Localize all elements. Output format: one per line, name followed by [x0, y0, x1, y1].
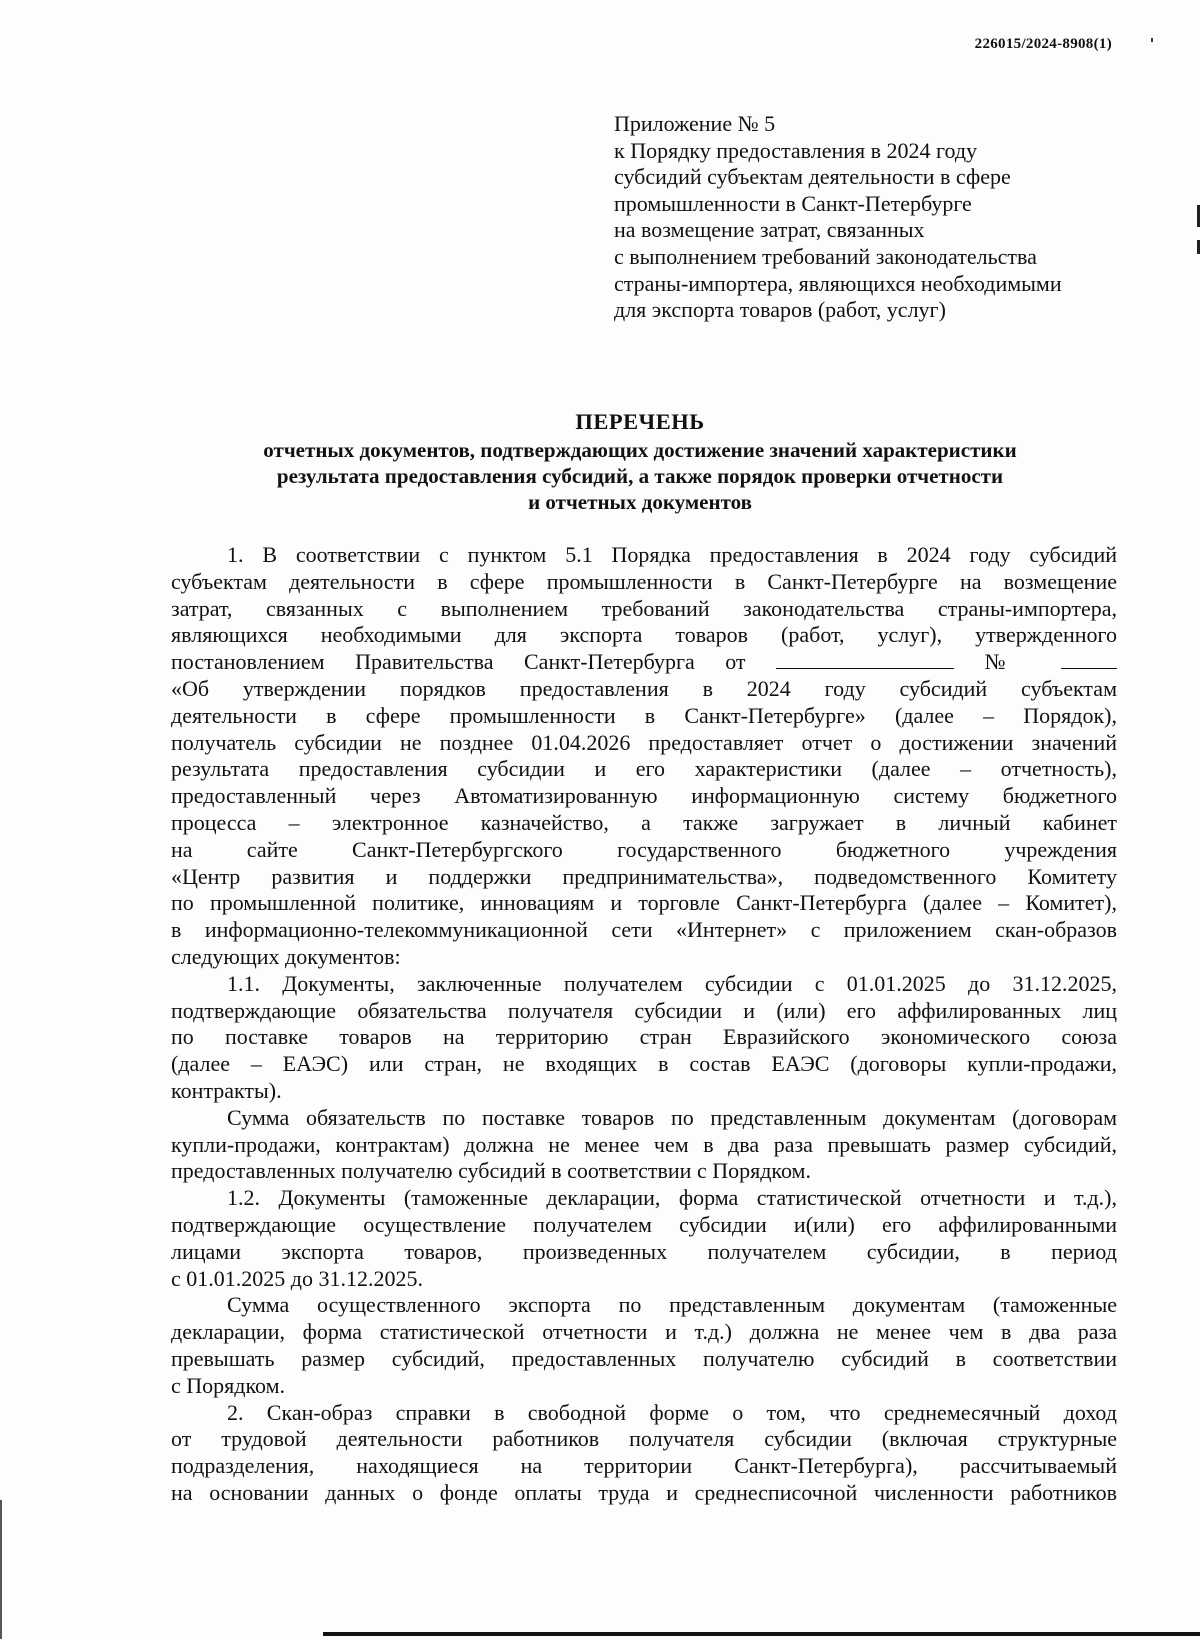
body-line: в информационно-телекоммуникационной сети «Интернет» с приложением скан-образов	[171, 917, 1117, 943]
body-line: «Об утверждении порядков предоставления в 2024 году субсидий субъектам	[171, 675, 1117, 701]
subtitle-line: результата предоставления субсидий, а также порядок проверки отчетности	[276, 464, 1004, 488]
body-line: Сумма обязательств по поставке товаров по представленным документам (договорам	[227, 1104, 1117, 1130]
document-id: 226015/2024-8908(1)	[974, 36, 1112, 52]
appendix-line: субсидий субъектам деятельности в сфере	[614, 164, 1011, 190]
body-line: контракты).	[171, 1077, 282, 1103]
document-subtitle	[150, 437, 1130, 515]
subtitle-line: отчетных документов, подтверждающих достижение значений характеристики	[263, 438, 1017, 462]
body-line: следующих документов:	[171, 943, 401, 969]
body-text-segment: постановлением Правительства Санкт-Петербурга от	[171, 649, 746, 675]
body-line: превышать размер субсидий, предоставленных получателю субсидий в соответствии	[171, 1345, 1117, 1371]
date-blank	[776, 650, 954, 669]
document-body	[171, 542, 1117, 1507]
number-blank	[1061, 650, 1117, 669]
body-line: на сайте Санкт-Петербургского государственного бюджетного учреждения	[171, 836, 1117, 862]
body-line: по поставке товаров на территорию стран Евразийского экономического союза	[171, 1024, 1117, 1050]
body-line: «Центр развития и поддержки предпринимательства», подведомственного Комитету	[171, 863, 1117, 889]
body-line: лицами экспорта товаров, произведенных получателем субсидии, в период	[171, 1238, 1117, 1264]
appendix-line: для экспорта товаров (работ, услуг)	[614, 297, 946, 323]
body-line: с 01.01.2025 до 31.12.2025.	[171, 1265, 423, 1291]
body-line: на основании данных о фонде оплаты труда и среднесписочной численности работников	[171, 1479, 1117, 1505]
body-line-with-blanks	[171, 649, 1117, 676]
body-line: деятельности в сфере промышленности в Санкт-Петербурге» (далее – Порядок),	[171, 702, 1117, 728]
body-line: Сумма осуществленного экспорта по представленным документам (таможенные	[227, 1292, 1117, 1318]
body-line: 1.2. Документы (таможенные декларации, форма статистической отчетности и т.д.),	[227, 1185, 1117, 1211]
appendix-line: на возмещение затрат, связанных	[614, 217, 925, 243]
body-line: от трудовой деятельности работников получателя субсидии (включая структурные	[171, 1426, 1117, 1452]
body-line: являющихся необходимыми для экспорта товаров (работ, услуг), утвержденного	[171, 622, 1117, 648]
document-title: ПЕРЕЧЕНЬ	[575, 409, 705, 434]
subtitle-line: и отчетных документов	[528, 490, 752, 514]
body-line: купли-продажи, контрактам) должна не менее чем в два раза превышать размер субсидий,	[171, 1131, 1117, 1157]
body-line: субъектам деятельности в сфере промышленности в Санкт-Петербурге на возмещение	[171, 568, 1117, 594]
appendix-line: к Порядку предоставления в 2024 году	[614, 137, 978, 163]
body-line: получатель субсидии не позднее 01.04.2026 предоставляет отчет о достижении значений	[171, 729, 1117, 755]
scan-mark	[1151, 38, 1153, 42]
appendix-line: Приложение № 5	[614, 111, 776, 136]
body-line: подразделения, находящиеся на территории Санкт-Петербурга), рассчитываемый	[171, 1453, 1117, 1479]
number-sign: №	[984, 649, 1031, 675]
body-line: (далее – ЕАЭС) или стран, не входящих в состав ЕАЭС (договоры купли-продажи,	[171, 1051, 1117, 1077]
body-line: 1. В соответствии с пунктом 5.1 Порядка предоставления в 2024 году субсидий	[227, 542, 1117, 567]
appendix-line: страны-импортера, являющихся необходимыми	[614, 270, 1062, 296]
body-line: подтверждающие осуществление получателем субсидии и(или) его аффилированными	[171, 1211, 1117, 1237]
appendix-line: промышленности в Санкт-Петербурге	[614, 190, 972, 216]
body-line: результата предоставления субсидии и его характеристики (далее – отчетность),	[171, 756, 1117, 782]
body-line: процесса – электронное казначейство, а также загружает в личный кабинет	[171, 809, 1117, 835]
body-line: 2. Скан-образ справки в свободной форме о том, что среднемесячный доход	[227, 1399, 1117, 1425]
body-line: предоставленный через Автоматизированную информационную систему бюджетного	[171, 783, 1117, 809]
scan-edge-mark	[0, 1500, 2, 1639]
body-line: 1.1. Документы, заключенные получателем субсидии с 01.01.2025 до 31.12.2025,	[227, 970, 1117, 996]
body-line: по промышленной политике, инновациям и торговле Санкт-Петербурга (далее – Комитет),	[171, 890, 1117, 916]
body-line: декларации, форма статистической отчетности и т.д.) должна не менее чем в два раза	[171, 1319, 1117, 1345]
body-line: предоставленных получателю субсидий в соответствии с Порядком.	[171, 1158, 811, 1184]
body-line: с Порядком.	[171, 1372, 286, 1398]
body-line: затрат, связанных с выполнением требований законодательства страны-импортера,	[171, 595, 1117, 621]
appendix-line: с выполнением требований законодательства	[614, 243, 1037, 269]
scan-bottom-edge	[323, 1632, 1200, 1636]
body-line: подтверждающие обязательства получателя субсидии и (или) его аффилированных лиц	[171, 997, 1117, 1023]
appendix-block	[614, 111, 1134, 324]
